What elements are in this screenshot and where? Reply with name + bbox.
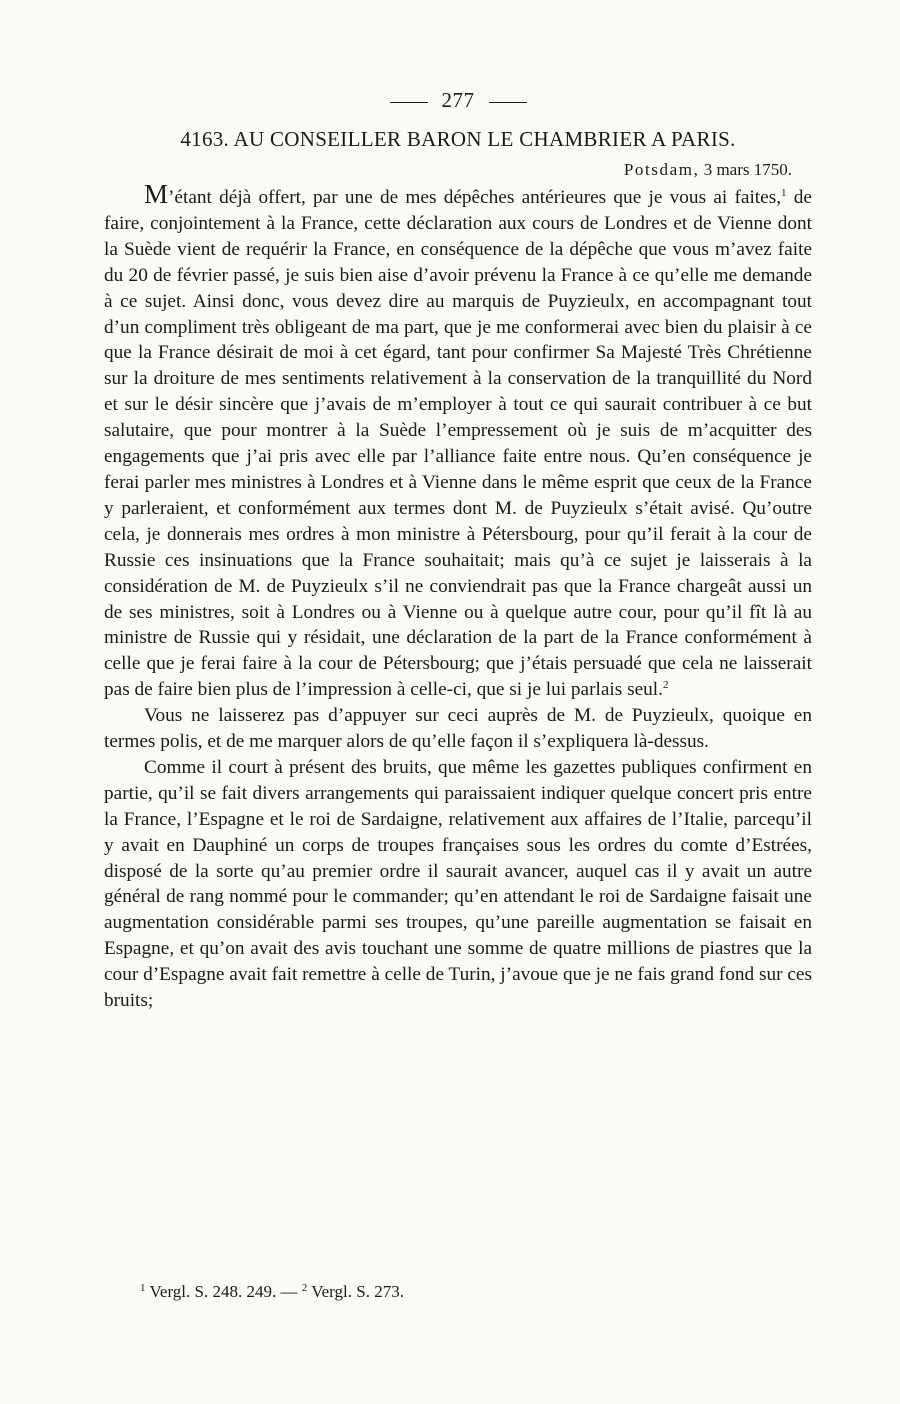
drop-cap: M bbox=[144, 179, 169, 209]
footnote-text: Vergl. S. 248. 249. bbox=[149, 1282, 277, 1301]
paragraph-text: ’étant déjà offert, par une de mes dépêches antérieures que je vous ai faites, bbox=[168, 187, 782, 208]
dateline-date: 3 mars 1750. bbox=[703, 160, 792, 179]
paragraph-text: Vous ne laisserez pas d’appuyer sur ceci auprès de M. de Puyzieulx, quoique en termes polis, et de me marquer alors de qu’elle façon il s’expliquera là-dessus. bbox=[104, 705, 812, 753]
page-number-rule-right bbox=[489, 102, 527, 103]
paragraph bbox=[104, 703, 812, 755]
dateline-place: Potsdam, bbox=[623, 160, 700, 179]
page-number-rule-left bbox=[390, 102, 428, 103]
letter-heading: 4163. AU CONSEILLER BARON LE CHAMBRIER A PARIS. bbox=[180, 127, 736, 151]
footnote-text: Vergl. S. 273. bbox=[311, 1282, 404, 1301]
footnote-mark: 2 bbox=[301, 1282, 308, 1294]
footnote-reference: 2 bbox=[662, 679, 669, 692]
paragraph-text: de faire, conjointement à la France, cette déclaration aux cours de Londres et de Vienne dont la Suède vient de requérir la France, en conséquence de la dépêche que vous m’avez faite du 20 de février passé, je suis bien aise d’avoir prévenu la France à ce qu’elle me demande à ce sujet. Ainsi donc, vous devez dire au marquis de Puyzieulx, en accompagnant tout d’un compliment très obligeant de ma part, que je me conformerai avec bien du plaisir à ce que la France désirait de moi à cet égard, tant pour confirmer Sa Majesté Très Chrétienne sur la droiture de mes sentiments relativement à la conservation de la tranquillité du Nord et sur le désir sincère que j’avais de m’employer à tout ce qui saurait contribuer à ce but salutaire, que pour montrer à la Suède l’empressement où je suis de m’acquitter des engagements que j’ai pris avec elle par l’alliance faite entre nous. Qu’en conséquence je ferai parler mes ministres à Londres et à Vienne dans le même esprit que ceux de la France y parleraient, et conformément aux termes dont M. de Puyzieulx s’était avisé. Qu’outre cela, je donnerais mes ordres à mon ministre à Pétersbourg, pour qu’il ferait à la cour de Russie ces insinuations que la France souhaitait; mais qu’à ce sujet je laisserais à la considération de M. de Puyzieulx s’il ne conviendrait pas que la France chargeât aussi un de ses ministres, soit à Londres ou à Vienne ou à quelque autre cour, pour qu’il fît là au ministre de Russie qui y résidait, une déclaration de la part de la France conformément à celle que je ferai faire à la cour de Pétersbourg; que j’étais persuadé que cela ne laisserait pas de faire bien plus de l’impression à celle-ci, que si je lui parlais seul. bbox=[104, 187, 812, 701]
paragraph-text: Comme il court à présent des bruits, que même les gazettes publiques confirment en partie, qu’il se fait divers arrangements qui paraissaient indiquer quelque concert pris entre la France, l’Espagne et le roi de Sardaigne, relativement aux affaires de l’Italie, parcequ’il y avait en Dauphiné un corps de troupes françaises sous les ordres du comte d’Estrées, disposé de la sorte qu’au premier ordre il saurait avancer, auquel cas il y avait un autre général de rang nommé pour le commander; qu’en attendant le roi de Sardaigne faisait une augmentation considérable parmi ses troupes, qu’une pareille augmentation se faisait en Espagne, et qu’on avait des avis touchant une somme de quatre millions de piastres que la cour d’Espagne avait fait remettre à celle de Turin, j’avoue que je ne fais grand fond sur ces bruits; bbox=[104, 756, 812, 1012]
footnote-separator: — bbox=[276, 1282, 302, 1301]
footnote-reference: 1 bbox=[781, 187, 787, 199]
dateline bbox=[104, 160, 812, 180]
footnotes bbox=[140, 1282, 404, 1302]
paragraph bbox=[104, 755, 812, 1014]
document-page bbox=[104, 88, 812, 1014]
footnote-mark: 1 bbox=[140, 1282, 146, 1294]
page-number-text: 277 bbox=[441, 88, 475, 112]
paragraph bbox=[104, 179, 812, 703]
page-number bbox=[104, 88, 812, 113]
letter-body bbox=[104, 179, 812, 1014]
